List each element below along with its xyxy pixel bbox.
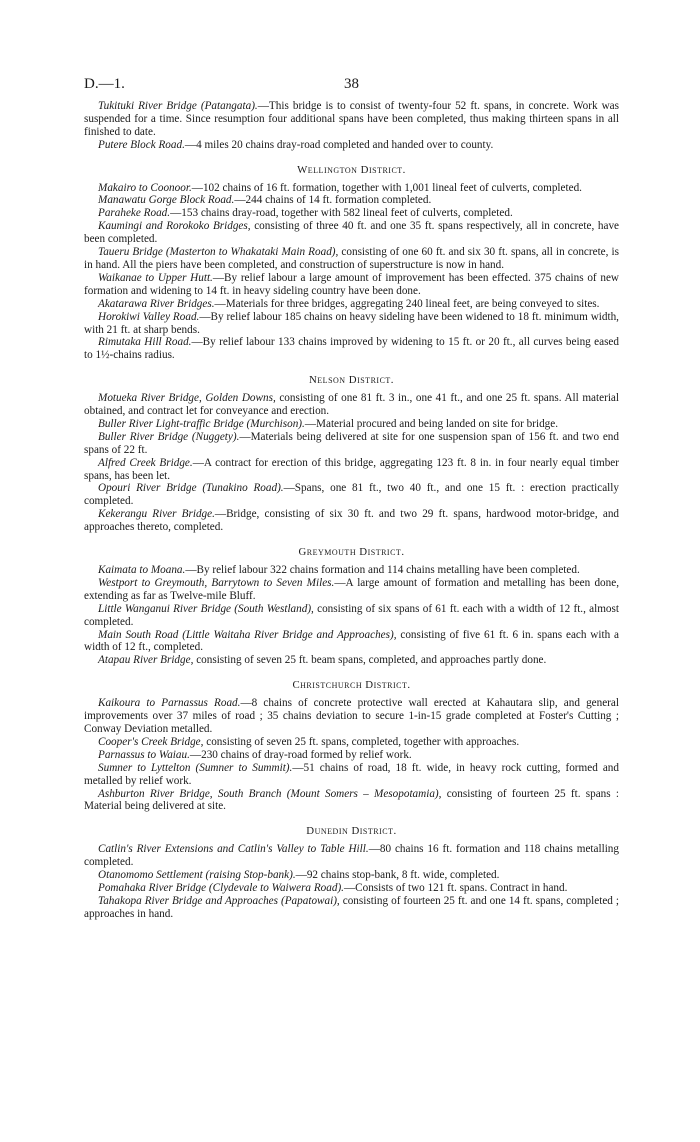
paragraph-text: —By relief labour 322 chains formation and 114 chains metalling have been completed.	[185, 564, 580, 576]
district-heading: Nelson District.	[309, 374, 394, 387]
paragraph-text: consisting of six spans of 61 ft. each with a width of 12 ft., almost completed.	[84, 602, 619, 628]
paragraph	[84, 392, 619, 418]
paragraph	[84, 629, 619, 655]
paragraph-text: —244 chains of 14 ft. formation completed.	[234, 194, 432, 207]
paragraph	[84, 697, 619, 736]
paragraph-title: Taueru Bridge (Masterton to Whakataki Main Road),	[98, 246, 339, 259]
document-body	[84, 100, 619, 921]
paragraph-title: Westport to Greymouth, Barrytown to Seven Miles.	[98, 576, 335, 589]
paragraph-title: Motueka River Bridge, Golden Downs,	[98, 392, 276, 405]
paragraph-title: Buller River Light-traffic Bridge (Murchison).	[98, 417, 305, 430]
paragraph-title: Kaimata to Moana.	[98, 564, 186, 576]
paragraph-text: —Spans, one 81 ft., two 40 ft., and one 15 ft. : erection practically completed.	[84, 482, 619, 508]
paragraph	[84, 220, 619, 246]
paragraph-text: consisting of one 60 ft. and six 30 ft. spans, all in concrete, is in hand. All the piers have been completed, and construction of superstructure is now in hand.	[84, 246, 620, 271]
paragraph	[84, 182, 619, 195]
paragraph-text: —51 chains of road, 18 ft. wide, in heavy rock cutting, formed and metalled by relief work.	[84, 761, 619, 787]
paragraph-text: —Bridge, consisting of six 30 ft. and two 29 ft. spans, hardwood motor-bridge, and approaches thereto, completed.	[84, 508, 620, 534]
paragraph-text: consisting of seven 25 ft. beam spans, completed, and approaches partly done.	[193, 654, 547, 667]
paragraph	[84, 246, 619, 272]
paragraph-title: Kaumingi and Rorokoko Bridges,	[98, 220, 251, 233]
paragraph	[84, 762, 619, 788]
paragraph-title: Waikanae to Upper Hutt.	[98, 271, 213, 284]
paragraph	[84, 457, 619, 483]
paragraph-title: Catlin's River Extensions and Catlin's Valley to Table Hill.	[98, 843, 369, 856]
paragraph-text: —153 chains dray-road, together with 582 lineal feet of culverts, completed.	[170, 207, 513, 220]
paragraph-title: Buller River Bridge (Nuggety).	[98, 430, 240, 443]
district-heading: Christchurch District.	[292, 679, 411, 692]
paragraph	[84, 508, 619, 534]
paragraph-title: Rimutaka Hill Road.	[98, 336, 192, 349]
paragraph-title: Otanomomo Settlement (raising Stop-bank).	[98, 869, 296, 882]
paragraph-text: —Consists of two 121 ft. spans. Contract in hand.	[343, 881, 568, 894]
paragraph-title: Putere Block Road.	[98, 138, 185, 151]
document-reference: D.—1.	[84, 76, 125, 92]
paragraph-title: Little Wanganui River Bridge (South Westland),	[98, 602, 314, 615]
paragraph	[84, 749, 619, 762]
paragraph-text: —230 chains of dray-road formed by relief work.	[189, 748, 412, 761]
district-heading: Dunedin District.	[306, 825, 397, 838]
paragraph-title: Atapau River Bridge,	[98, 654, 194, 667]
paragraph-title: Manawatu Gorge Block Road.	[98, 194, 235, 207]
page-header	[84, 76, 619, 96]
paragraph-text: —8 chains of concrete protective wall erected at Kahautara slip, and general improvements over 37 miles of road ; 35 chains deviation to secure 1-in-15 grade completed at Foster's Cutting ; Conway Deviation metalled.	[84, 697, 619, 735]
paragraph-text: consisting of fourteen 25 ft. and one 14 ft. spans, completed ; approaches in hand.	[84, 894, 619, 920]
paragraph-text: —By relief labour 185 chains on heavy sideling have been widened to 18 ft. minimum width, with 21 ft. at sharp bends.	[84, 310, 619, 336]
paragraph-title: Kaikoura to Parnassus Road.	[98, 697, 241, 710]
paragraph-text: —A contract for erection of this bridge, aggregating 123 ft. 8 in. in four nearly equal timber spans, has been let.	[84, 456, 619, 482]
paragraph-title: Paraheke Road.	[98, 207, 171, 220]
paragraph-title: Cooper's Creek Bridge,	[98, 735, 204, 748]
paragraph-text: —Materials for three bridges, aggregating 240 lineal feet, are being conveyed to sites.	[214, 297, 600, 310]
district-heading: Wellington District.	[297, 163, 406, 176]
paragraph	[84, 336, 619, 362]
paragraph-title: Tahakopa River Bridge and Approaches (Papatowai),	[98, 894, 340, 907]
paragraph-text: —This bridge is to consist of twenty-four 52 ft. spans, in concrete. Work was suspended for a time. Since resumption four additional spans have been completed, thus making thirteen spans in all finished to date.	[84, 100, 619, 138]
paragraph	[84, 654, 619, 667]
paragraph-text: —By relief labour a large amount of improvement has been effected. 375 chains of new formation and widening to 14 ft. in heavy sideling country have been done.	[84, 271, 619, 297]
paragraph-text: consisting of seven 25 ft. spans, completed, together with approaches.	[203, 735, 520, 748]
paragraph	[84, 194, 619, 207]
paragraph	[84, 577, 619, 603]
paragraph	[84, 869, 619, 882]
paragraph-text: —92 chains stop-bank, 8 ft. wide, completed.	[295, 869, 500, 882]
paragraph	[84, 100, 619, 139]
paragraph-text: consisting of one 81 ft. 3 in., one 41 ft., and one 25 ft. spans. All material obtained, and contract let for conveyance and erection.	[84, 392, 619, 418]
paragraph-text: —80 chains 16 ft. formation and 118 chains metalling completed.	[84, 843, 619, 869]
paragraph-title: Sumner to Lyttelton (Sumner to Summit).	[98, 761, 293, 774]
paragraph	[84, 272, 619, 298]
paragraph-text: consisting of fourteen 25 ft. spans : Material being delivered at site.	[84, 787, 619, 813]
paragraph-text: —A large amount of formation and metalling has been done, extending as far as Twelve-mile Bluff.	[84, 576, 619, 602]
paragraph-title: Kekerangu River Bridge.	[98, 508, 215, 521]
district-heading: Greymouth District.	[298, 546, 405, 559]
page-number: 38	[344, 76, 359, 92]
paragraph-text: —By relief labour 133 chains improved by widening to 15 ft. or 20 ft., all curves being eased to 1½-chains radius.	[84, 336, 619, 362]
paragraph	[84, 482, 619, 508]
paragraph	[84, 431, 619, 457]
paragraph	[84, 207, 619, 220]
paragraph-title: Parnassus to Waiau.	[98, 748, 190, 761]
paragraph	[84, 882, 619, 895]
paragraph	[84, 788, 619, 814]
paragraph	[84, 843, 619, 869]
paragraph-title: Pomahaka River Bridge (Clydevale to Waiwera Road).	[98, 881, 344, 894]
paragraph-text: —Material procured and being landed on site for bridge.	[304, 417, 559, 430]
paragraph	[84, 418, 619, 431]
paragraph-title: Tukituki River Bridge (Patangata).	[98, 100, 258, 112]
paragraph-title: Makairo to Coonoor.	[98, 181, 192, 194]
paragraph	[84, 298, 619, 311]
paragraph-title: Akatarawa River Bridges.	[98, 297, 215, 310]
paragraph-title: Horokiwi Valley Road.	[98, 310, 200, 323]
paragraph-text: consisting of five 61 ft. 6 in. spans each with a width of 12 ft., completed.	[84, 628, 620, 654]
paragraph-text: —4 miles 20 chains dray-road completed and handed over to county.	[184, 138, 494, 151]
paragraph-text: consisting of three 40 ft. and one 35 ft. spans respectively, all in concrete, have been completed.	[84, 220, 620, 246]
paragraph-text: —102 chains of 16 ft. formation, together with 1,001 lineal feet of culverts, completed.	[191, 181, 582, 194]
paragraph-title: Opouri River Bridge (Tunakino Road).	[98, 482, 284, 495]
paragraph	[84, 603, 619, 629]
paragraph-title: Main South Road (Little Waitaha River Bridge and Approaches),	[98, 628, 397, 641]
paragraph	[84, 311, 619, 337]
paragraph	[84, 564, 619, 577]
paragraph-title: Alfred Creek Bridge.	[98, 456, 193, 469]
paragraph-text: —Materials being delivered at site for one suspension span of 156 ft. and two end spans of 22 ft.	[84, 430, 619, 456]
paragraph-title: Ashburton River Bridge, South Branch (Mount Somers – Mesopotamia),	[98, 787, 442, 800]
paragraph	[84, 139, 619, 152]
paragraph	[84, 736, 619, 749]
paragraph	[84, 895, 619, 921]
